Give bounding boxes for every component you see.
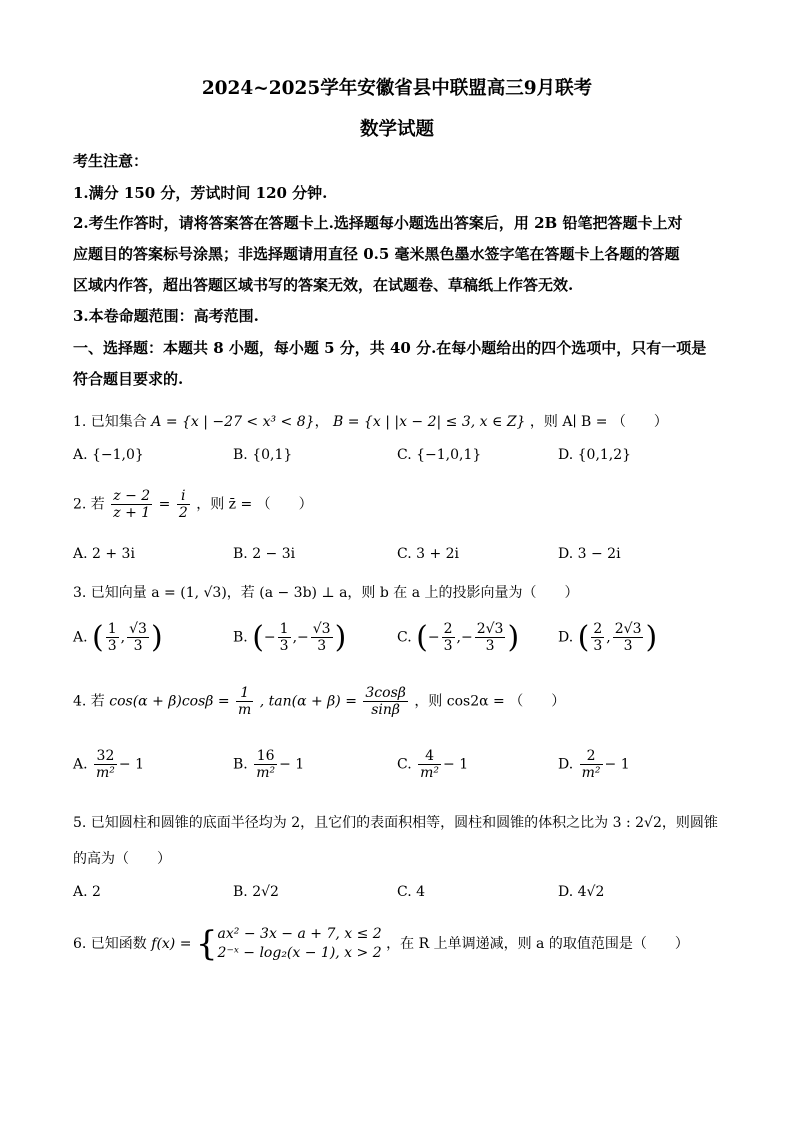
q1-set-a: A = {x | −27 < x³ < 8}	[151, 414, 315, 430]
q1-option-a: A. {−1,0}	[73, 447, 144, 463]
q2-option-d: D. 3 − 2i	[558, 546, 621, 562]
q1-set-b: B = {x | |x − 2| ≤ 3, x ∈ Z}	[333, 414, 526, 430]
q1-option-c: C. {−1,0,1}	[397, 447, 482, 463]
q2-prefix: 2. 若	[73, 496, 105, 513]
notice-line-2: 2.考生作答时，请将答案答在答题卡上.选择题每小题选出答案后，用 2B 铅笔把答题卡上对	[73, 214, 683, 232]
q4-option-c: C. $\frac{4}{\text{m²}}$ − 1	[397, 748, 469, 782]
q2-fraction-right: $\frac{i}{2}$	[178, 488, 188, 522]
q2-option-a: A. 2 + 3i	[73, 546, 135, 562]
q3-option-a: A. ( $\frac{1}{3}$ , $\frac{√3}{3}$ )	[73, 620, 163, 655]
question-5-line-1: 5. 已知圆柱和圆锥的底面半径均为 2，且它们的表面积相等，圆柱和圆锥的体积之比为 3 : 2√2，则圆锥	[73, 815, 718, 831]
q5-option-d: D. 4√2	[558, 884, 605, 900]
q5-option-c: C. 4	[397, 884, 426, 900]
q1-suffix: ，则 A∣ B = （ ）	[529, 414, 668, 430]
q5-option-a: A. 2	[73, 884, 101, 900]
question-6: 6. 已知函数 f(x) = { ax² − 3x − a + 7, x ≤ 2 2⁻ˣ − log₂(x − 1), x > 2 ，在 R 上单调递减，则 a 的取值范围是（ ）	[73, 924, 689, 964]
q3-option-c: C. (− $\frac{2}{3}$ ,− $\frac{2√3}{3}$ )	[397, 620, 520, 655]
q1-option-b: B. {0,1}	[233, 447, 293, 463]
question-1: 1. 已知集合 A = {x | −27 < x³ < 8}， B = {x | |x − 2| ≤ 3, x ∈ Z} ，则 A∣ B = （ ）	[73, 414, 668, 430]
question-5-line-2: 的高为（ ）	[73, 851, 171, 867]
notice-line-1: 1.满分 150 分，芳试时间 120 分钟.	[73, 184, 328, 202]
question-2: 2. 若 $\frac{z - 2}{z + 1}$ = $\frac{i}{2}$ ，则 z̄ = （ ）	[73, 488, 313, 522]
q5-option-b: B. 2√2	[233, 884, 279, 900]
q1-option-d: D. {0,1,2}	[558, 447, 632, 463]
q2-fraction-left: $\frac{z - 2}{z + 1}$	[113, 488, 151, 522]
q2-option-c: C. 3 + 2i	[397, 546, 460, 562]
section-heading-line-2: 符合题目要求的.	[73, 370, 184, 388]
q4-option-d: D. $\frac{2}{\text{m²}}$ − 1	[558, 748, 630, 782]
notice-heading: 考生注意：	[73, 152, 149, 170]
question-3: 3. 已知向量 a = (1, √3)，若 (a − 3b) ⊥ a，则 b 在 a 上的投影向量为（ ）	[73, 585, 579, 601]
q3-option-d: D. ( $\frac{2}{3}$ , $\frac{2√3}{3}$ )	[558, 620, 658, 655]
notice-line-4: 区域内作答，超出答题区域书写的答案无效，在试题卷、草稿纸上作答无效.	[73, 276, 574, 294]
notice-line-3: 应题目的答案标号涂黑；非选择题请用直径 0.5 毫米黑色墨水签字笔在答题卡上各题的答题	[73, 245, 680, 263]
q4-option-b: B. $\frac{16}{\text{m²}}$ − 1	[233, 748, 305, 782]
exam-title: 2024~2025学年安徽省县中联盟高三9月联考	[201, 78, 593, 99]
question-4: 4. 若 cos(α + β)cosβ = $\frac{1}{m}$ , tan(α + β) = $\frac{3\cos\beta}{\sin\beta}$ ，则 cos2α = （ ）	[73, 685, 566, 719]
exam-subtitle: 数学试题	[359, 119, 434, 140]
notice-line-5: 3.本卷命题范围：高考范围.	[73, 307, 259, 325]
q2-suffix: ，则 z̄ = （ ）	[196, 496, 313, 513]
section-heading-line-1: 一、选择题：本题共 8 小题，每小题 5 分，共 40 分.在每小题给出的四个选项中，只有一项是	[73, 339, 707, 357]
q1-prefix: 1. 已知集合	[73, 414, 147, 430]
q2-option-b: B. 2 − 3i	[233, 546, 296, 562]
q4-option-a: A. $\frac{32}{\text{m²}}$ − 1	[73, 748, 144, 782]
q3-option-b: B. (− $\frac{1}{3}$ ,− $\frac{√3}{3}$ )	[233, 620, 347, 655]
